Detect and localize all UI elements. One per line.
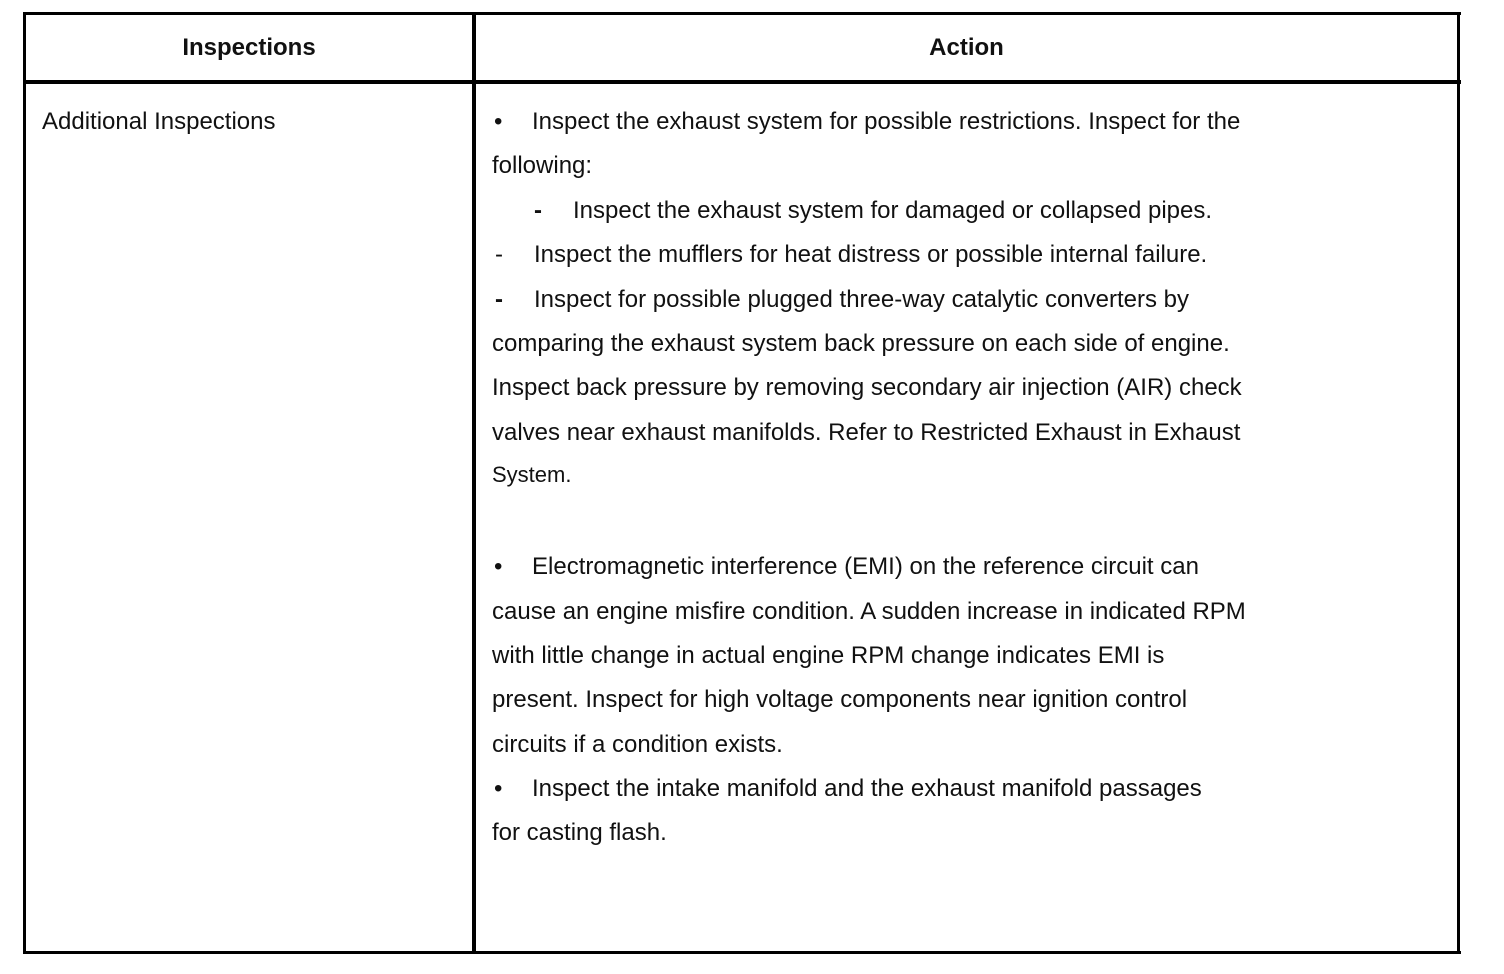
action-text: Inspect for possible plugged three-way catalytic converters by [534,285,1189,313]
action-text: comparing the exhaust system back pressure on each side of engine. [492,329,1230,357]
dash-marker: - [495,241,503,269]
paragraph-gap [492,495,1442,545]
column-divider [472,12,476,954]
action-line [492,278,1442,322]
action-line [492,322,1442,366]
action-line [492,100,1442,144]
header-inspections: Inspections [182,34,316,61]
table-border-bottom [23,951,1461,954]
action-line [492,811,1442,855]
table-border-left [23,12,26,954]
action-line [492,144,1442,188]
header-action: Action [929,34,1004,61]
action-cell [492,100,1442,856]
action-line [492,678,1442,722]
action-line [492,233,1442,277]
action-text: valves near exhaust manifolds. Refer to Restricted Exhaust in Exhaust [492,418,1241,446]
action-text: Inspect the intake manifold and the exhaust manifold passages [532,775,1202,803]
action-text: Inspect the exhaust system for possible restrictions. Inspect for the [532,108,1241,135]
action-text: following: [492,152,593,180]
action-text: Inspect back pressure by removing secondary air injection (AIR) check [492,374,1242,402]
action-line [492,590,1442,634]
bullet-marker: • [494,108,503,135]
action-line [492,634,1442,678]
table-border-right [1457,12,1460,954]
action-line [492,545,1442,589]
action-line [492,455,1442,495]
action-line [492,189,1442,233]
action-text: Electromagnetic interference (EMI) on the reference circuit can [532,553,1199,581]
dash-marker: - [534,196,542,224]
action-text: Inspect the exhaust system for damaged or collapsed pipes. [573,196,1213,224]
action-text: present. Inspect for high voltage components near ignition control [492,686,1188,714]
action-line [492,767,1442,811]
header-divider [23,80,1461,84]
action-line [492,366,1442,410]
action-text: cause an engine misfire condition. A sudden increase in indicated RPM [492,597,1246,625]
inspection-cell: Additional Inspections [42,108,276,135]
action-text: with little change in actual engine RPM change indicates EMI is [492,641,1165,669]
action-text: System. [492,462,572,488]
dash-marker: - [495,285,503,313]
action-line [492,411,1442,455]
action-text: Inspect the mufflers for heat distress or possible internal failure. [534,241,1208,269]
table-border-top [23,12,1461,15]
action-text: for casting flash. [492,819,667,847]
action-line [492,723,1442,767]
bullet-marker: • [494,775,503,803]
bullet-marker: • [494,553,503,581]
action-text: circuits if a condition exists. [492,730,783,758]
